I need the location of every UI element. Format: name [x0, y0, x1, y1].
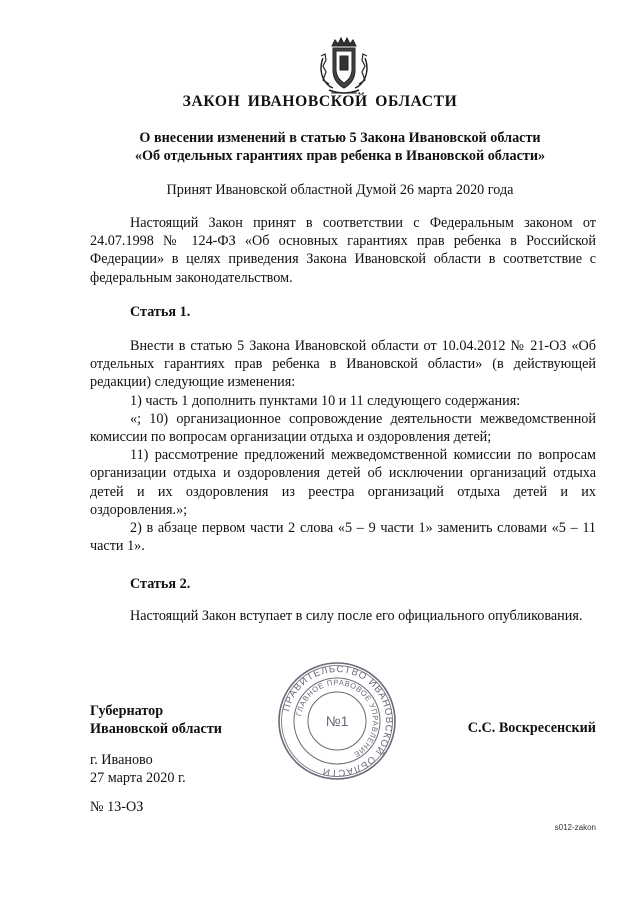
adoption-line: Принят Ивановской областной Думой 26 марта 2020 года: [166, 182, 514, 198]
law-title: ЗАКОН ИВАНОВСКОЙ ОБЛАСТИ: [182, 93, 458, 110]
article-2-body: [90, 607, 596, 625]
preamble: [90, 214, 596, 287]
signatory-name: С.С. Воскресенский: [467, 720, 596, 736]
coat-of-arms-icon: [315, 36, 373, 96]
stamp-outer-text: ПРАВИТЕЛЬСТВО ИВАНОВСКОЙ ОБЛАСТИ: [280, 663, 395, 779]
article-1-body: [90, 337, 596, 555]
stamp-center-number: №1: [325, 713, 349, 729]
article-1-point-11: 11) рассмотрение предложений межведомственной комиссии по вопросам организации отдыха и оздоровления детей об исключении организаций отдыха детей и их оздоровления из реестра организаций отдыха детей и их оздоровления.»;: [90, 447, 596, 518]
preamble-text: Настоящий Закон принят в соответствии с Федеральным законом от 24.07.1998 № 124-ФЗ «Об основных гарантиях прав ребенка в Российской Федерации» в целях приведения Закона Ивановской области в соответствие с федеральным законодательством.: [90, 215, 596, 286]
subtitle-line-1: О внесении изменений в статью 5 Закона Ивановской области: [139, 130, 541, 146]
law-number: № 13-ОЗ: [90, 799, 144, 815]
article-1-intro: Внести в статью 5 Закона Ивановской области от 10.04.2012 № 21-ОЗ «Об отдельных гарантиях прав ребенка в Ивановской области» (в действующей редакции) следующие изменения:: [90, 338, 596, 391]
stamp-inner-text: ГЛАВНОЕ ПРАВОВОЕ УПРАВЛЕНИЕ: [294, 677, 381, 760]
article-2-text: Настоящий Закон вступает в силу после его официального опубликования.: [130, 608, 583, 624]
place-and-date: [90, 752, 186, 787]
official-seal-stamp: [276, 660, 398, 782]
law-subtitle: [60, 129, 620, 165]
signatory-position-line-2: Ивановской области: [90, 721, 222, 737]
document-id: s012-zakon: [554, 823, 596, 832]
subtitle-line-2: «Об отдельных гарантиях прав ребенка в Ивановской области»: [134, 148, 546, 164]
article-1-heading: Статья 1.: [130, 304, 191, 320]
signatory-position-line-1: Губернатор: [90, 703, 164, 719]
article-1-item-1: 1) часть 1 дополнить пунктами 10 и 11 следующего содержания:: [130, 392, 521, 409]
article-1-point-10: «; 10) организационное сопровождение деятельности межведомственной комиссии по вопросам организации отдыха и оздоровления детей;: [90, 410, 596, 446]
article-1-item-2: 2) в абзаце первом части 2 слова «5 – 9 части 1» заменить словами «5 – 11 части 1».: [90, 520, 596, 555]
article-2-heading: Статья 2.: [130, 576, 191, 592]
date: 27 марта 2020 г.: [90, 769, 186, 786]
place: г. Иваново: [90, 752, 153, 768]
signatory-position: [90, 702, 222, 738]
